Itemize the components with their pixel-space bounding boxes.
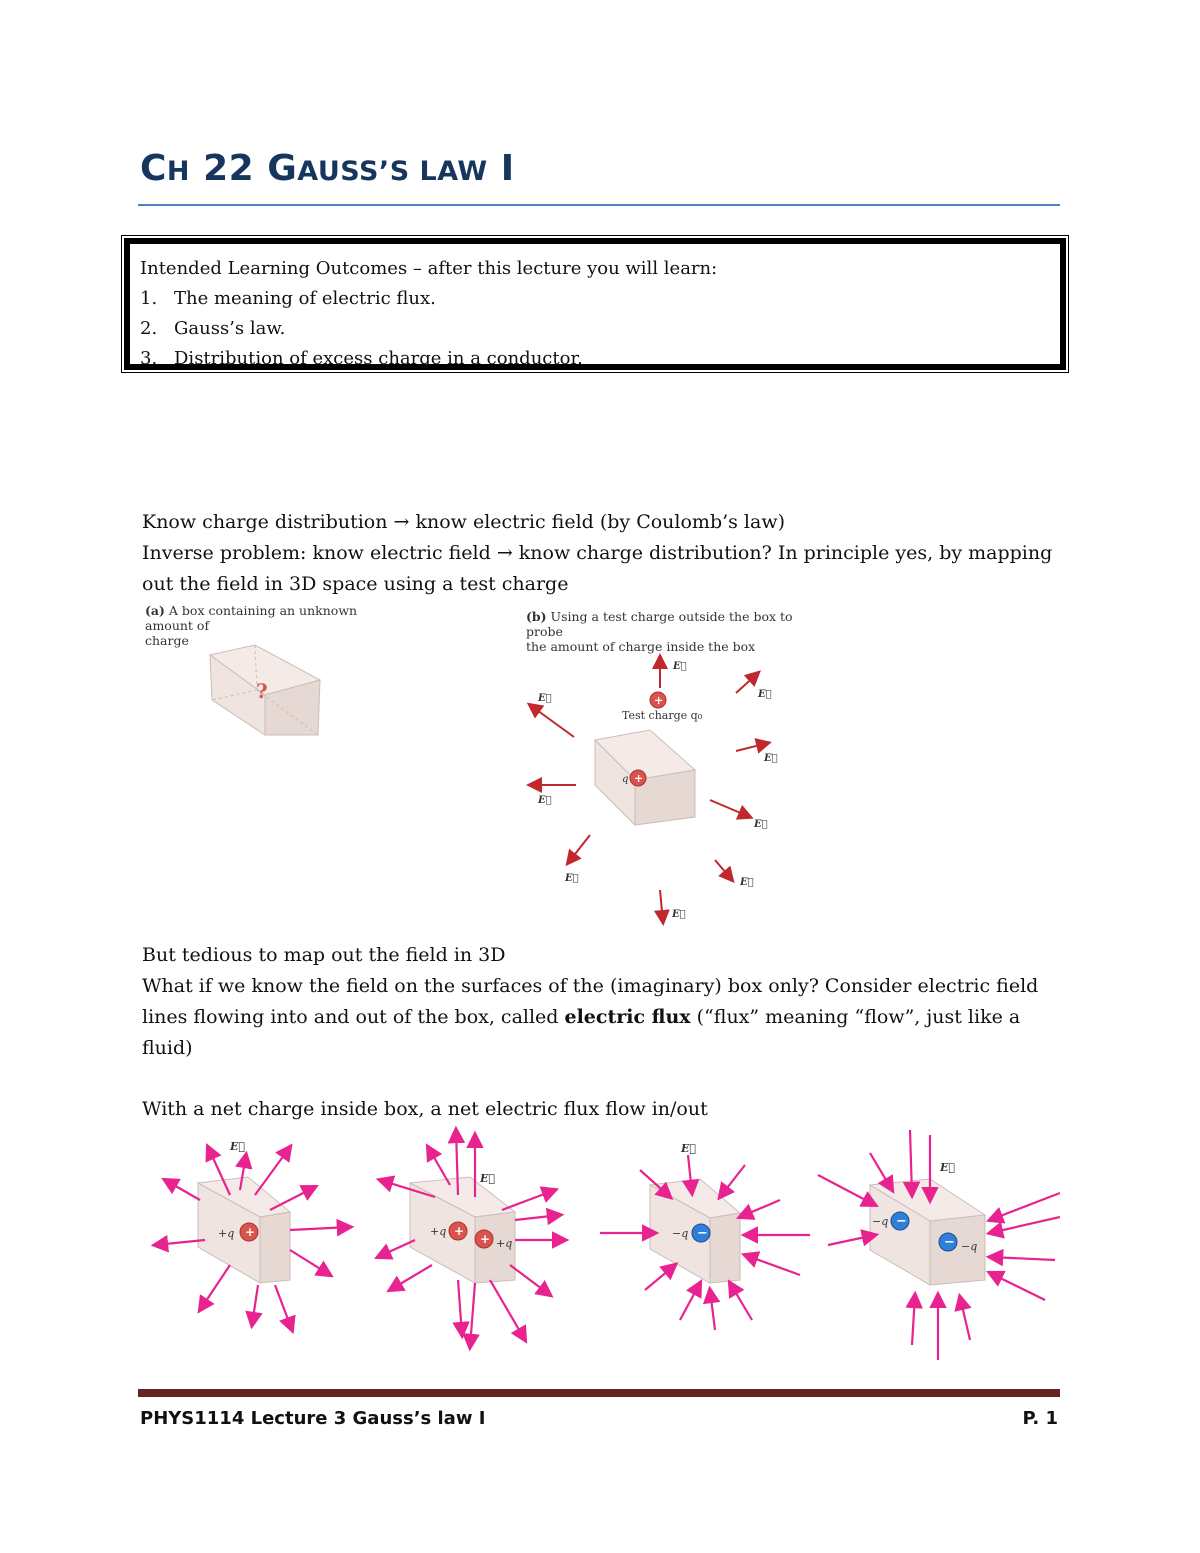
svg-text:E⃗: E⃗	[230, 1140, 245, 1153]
svg-text:+: +	[480, 1232, 491, 1246]
text-line: Know charge distribution → know electric field (by Coulomb’s law)	[142, 511, 786, 533]
list-item: 1. The meaning of electric flux.	[140, 288, 436, 309]
learning-outcomes-intro: Intended Learning Outcomes – after this lecture you will learn:	[140, 258, 718, 279]
unknown-charge-mark: ?	[256, 679, 268, 703]
figure-a-caption: (a) A box containing an unknown amount of charge	[145, 603, 358, 648]
text-line: lines flowing into and out of the box, called electric flux (“flux” meaning “flow”, just like a	[142, 1006, 1021, 1028]
svg-text:−: −	[697, 1226, 708, 1241]
inner-charge-label: q	[622, 774, 629, 785]
page-title: CH 22 GAUSS’S LAW I	[140, 148, 515, 189]
learning-outcomes-box	[124, 238, 1066, 370]
svg-text:E⃗: E⃗	[740, 877, 754, 888]
svg-text:E⃗: E⃗	[758, 689, 772, 700]
svg-text:−q: −q	[672, 1227, 689, 1240]
svg-text:−q: −q	[872, 1215, 889, 1228]
figure-b-test-charge-diagram	[510, 645, 790, 935]
svg-text:E⃗: E⃗	[672, 909, 686, 920]
svg-text:+q: +q	[218, 1227, 235, 1240]
flux-paragraph	[142, 940, 1062, 1064]
flux-diagram-two-negative	[818, 1130, 1060, 1360]
flux-diagrams-row	[140, 1125, 1060, 1370]
svg-text:E⃗: E⃗	[940, 1161, 955, 1174]
svg-text:E⃗: E⃗	[538, 795, 552, 806]
svg-text:−: −	[896, 1214, 907, 1229]
svg-text:E⃗: E⃗	[565, 873, 579, 884]
svg-text:+: +	[634, 772, 644, 785]
svg-text:E⃗: E⃗	[764, 753, 778, 764]
footer-course-title: PHYS1114 Lecture 3 Gauss’s law I	[140, 1408, 486, 1429]
footer-page-number: P. 1	[1022, 1408, 1058, 1429]
intro-paragraph	[142, 507, 1062, 600]
svg-text:+q: +q	[496, 1237, 513, 1250]
svg-text:E⃗: E⃗	[538, 693, 552, 704]
test-charge-label: Test charge q₀	[622, 709, 703, 722]
text-line: Inverse problem: know electric field → know charge distribution? In principle yes, by mapping	[142, 542, 1053, 564]
net-flux-paragraph	[142, 1094, 1062, 1125]
svg-text:+: +	[245, 1225, 256, 1239]
figure-a-unknown-charge-box	[200, 640, 330, 740]
text-line: What if we know the field on the surfaces of the (imaginary) box only? Consider electric field	[142, 975, 1039, 997]
svg-text:+: +	[654, 694, 664, 707]
learning-outcomes-list	[140, 284, 1048, 374]
svg-text:E⃗: E⃗	[480, 1172, 495, 1185]
svg-text:−: −	[944, 1235, 955, 1250]
list-item: 3. Distribution of excess charge in a conductor.	[140, 348, 583, 369]
svg-text:+q: +q	[430, 1225, 447, 1238]
text-line: out the field in 3D space using a test charge	[142, 573, 569, 595]
title-divider	[138, 204, 1060, 206]
figure-b-caption: (b) Using a test charge outside the box to probe the amount of charge inside the box	[526, 609, 793, 654]
svg-text:E⃗: E⃗	[673, 661, 687, 672]
flux-diagram-positive	[155, 1140, 350, 1330]
svg-text:E⃗: E⃗	[681, 1142, 696, 1155]
flux-diagram-negative	[600, 1142, 810, 1330]
text-line: But tedious to map out the field in 3D	[142, 944, 506, 966]
svg-text:+: +	[454, 1224, 465, 1238]
svg-text:E⃗: E⃗	[754, 819, 768, 830]
flux-diagram-two-positive	[378, 1130, 565, 1347]
text-line: With a net charge inside box, a net electric flux flow in/out	[142, 1098, 708, 1120]
text-line: fluid)	[142, 1037, 193, 1059]
svg-text:−q: −q	[961, 1240, 978, 1253]
list-item: 2. Gauss’s law.	[140, 318, 286, 339]
footer-divider	[138, 1389, 1060, 1397]
